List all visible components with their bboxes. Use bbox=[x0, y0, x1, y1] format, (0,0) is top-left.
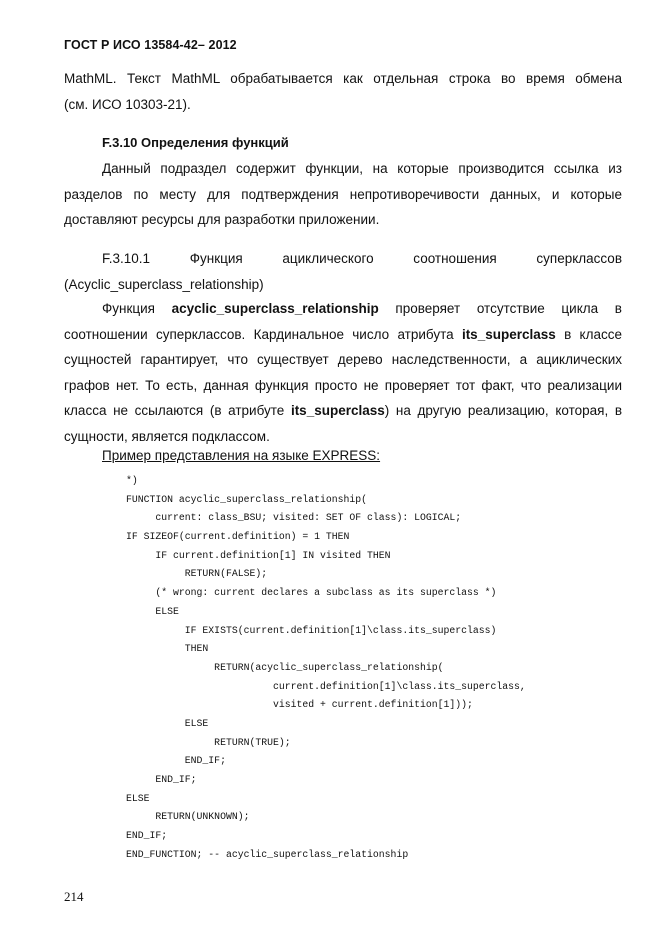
body-text-mid-1: проверяет отсутствие цикла в соотношении суперклассов. Кардинальное число атрибута bbox=[64, 301, 622, 342]
code-line: END_IF; bbox=[126, 755, 226, 767]
subsection-word-4: суперклассов bbox=[536, 251, 622, 266]
code-line: visited + current.definition[1])); bbox=[126, 699, 473, 711]
code-line: ELSE bbox=[126, 792, 150, 804]
body-text-start: Функция bbox=[102, 301, 172, 316]
example-label: Пример представления на языке EXPRESS: bbox=[102, 448, 381, 463]
subsection-word-1: Функция bbox=[189, 251, 243, 266]
intro-line-2: (см. ИСО 10303-21). bbox=[64, 96, 191, 112]
body-paragraph bbox=[64, 296, 622, 450]
attribute-name-2: its_superclass bbox=[290, 403, 385, 419]
code-line: IF current.definition[1] IN visited THEN bbox=[126, 549, 391, 561]
subsection-word-2: ациклического bbox=[282, 251, 374, 266]
code-line: END_FUNCTION; -- acyclic_superclass_relationship bbox=[126, 848, 409, 860]
code-line: current.definition[1]\class.its_superclass, bbox=[126, 680, 526, 692]
code-line: THEN bbox=[126, 643, 209, 655]
body-paragraph-text bbox=[64, 296, 622, 450]
code-line: *) bbox=[126, 475, 138, 486]
code-line: RETURN(FALSE); bbox=[126, 568, 268, 580]
subsection-word-3: соотношения bbox=[413, 251, 497, 266]
subsection-number: F.3.10.1 bbox=[102, 251, 151, 266]
code-line: ELSE bbox=[126, 605, 179, 617]
subsection-title-line-1 bbox=[64, 246, 622, 272]
attribute-name: its_superclass bbox=[461, 326, 556, 342]
code-line: END_IF; bbox=[126, 830, 168, 842]
intro-line-1: MathML. Текст MathML обрабатывается как отдельная строка во время обмена bbox=[64, 71, 622, 86]
page-number: 214 bbox=[64, 889, 84, 904]
code-block bbox=[126, 472, 526, 864]
code-line: END_IF; bbox=[126, 774, 197, 785]
section-paragraph-text: Данный подраздел содержит функции, на которые производится ссылка из разделов по месту для подтверждения непротиворечивости данных, и которые доставляют ресурсы для разработки приложении. bbox=[64, 161, 622, 228]
subsection-heading bbox=[64, 246, 622, 297]
document-header: ГОСТ Р ИСО 13584-42– 2012 bbox=[64, 38, 237, 52]
body-text-mid-2: в классе сущностей гарантирует, что существует дерево наследственности, а ациклических графов нет. То есть, данная функция просто не проверяет тот факт, что реализации класса не ссылаются (в атрибуте bbox=[64, 326, 622, 419]
code-line: RETURN(TRUE); bbox=[126, 736, 291, 748]
intro-paragraph bbox=[64, 66, 622, 117]
code-line: current: class_BSU; visited: SET OF class): LOGICAL; bbox=[126, 512, 462, 524]
code-line: FUNCTION acyclic_superclass_relationship( bbox=[126, 493, 368, 505]
code-line: IF SIZEOF(current.definition) = 1 THEN bbox=[126, 531, 350, 543]
subsection-title-line-2: (Acyclic_superclass_relationship) bbox=[64, 276, 264, 292]
section-heading: F.3.10 Определения функций bbox=[102, 135, 289, 150]
code-line: ELSE bbox=[126, 717, 209, 729]
body-text-end: ) на другую реализацию, которая, в сущности, является подклассом. bbox=[64, 403, 623, 444]
function-name: acyclic_superclass_relationship bbox=[171, 301, 379, 316]
code-line: IF EXISTS(current.definition[1]\class.its_superclass) bbox=[126, 624, 497, 636]
section-paragraph bbox=[64, 156, 622, 233]
code-line: (* wrong: current declares a subclass as its superclass *) bbox=[126, 587, 497, 599]
code-line: RETURN(acyclic_superclass_relationship( bbox=[126, 661, 444, 673]
code-line: RETURN(UNKNOWN); bbox=[126, 811, 250, 823]
